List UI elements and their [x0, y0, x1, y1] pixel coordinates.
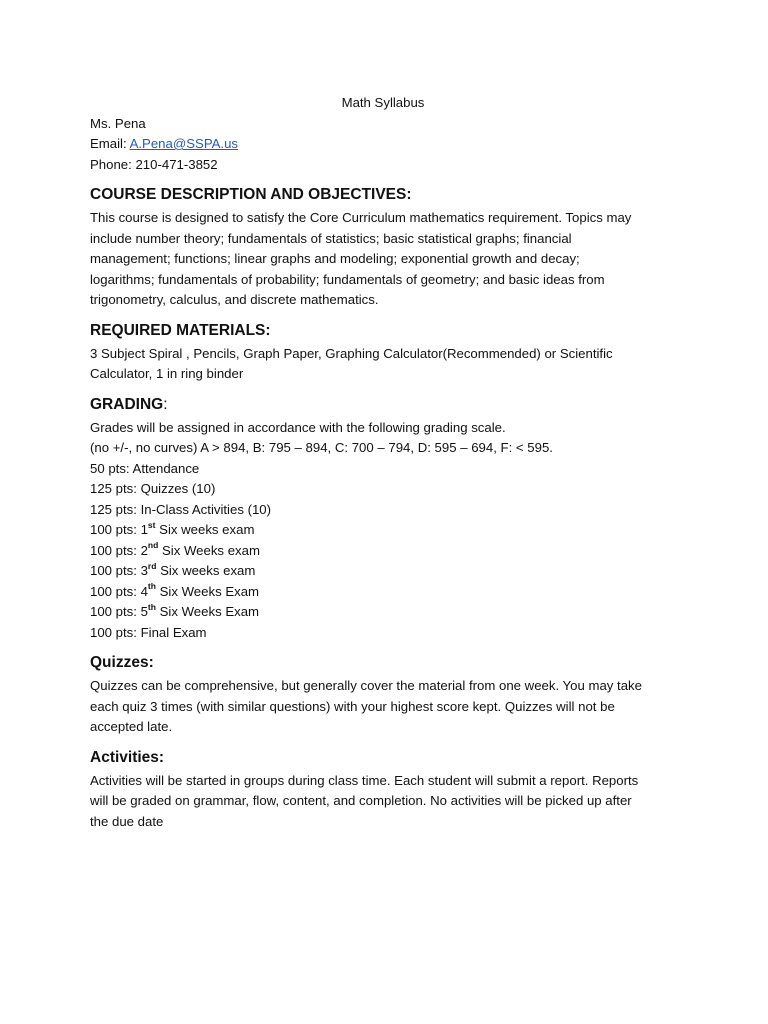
grading-heading-colon: : — [163, 395, 168, 413]
grading-intro: Grades will be assigned in accordance with the following grading scale. — [90, 419, 506, 435]
grading-item-label: Six weeks exam — [156, 563, 256, 578]
syllabus-page — [90, 93, 690, 832]
grading-item-label: Six Weeks Exam — [155, 604, 260, 619]
grading-item — [90, 541, 690, 562]
grading-item-text: 100 pts: 2 — [90, 542, 148, 558]
email-label: Email: — [90, 136, 130, 151]
grading-item-label: Six weeks exam — [155, 522, 255, 537]
course-description-heading: COURSE DESCRIPTION AND OBJECTIVES: — [90, 186, 412, 203]
required-materials-body — [90, 344, 690, 385]
quizzes-heading: Quizzes: — [90, 654, 154, 671]
teacher-name: Ms. Pena — [90, 115, 146, 131]
ordinal-suffix: th — [147, 581, 156, 592]
grading-item — [90, 602, 690, 623]
quizzes-line: Quizzes can be comprehensive, but generally cover the material from one week. You may take — [90, 678, 642, 693]
grading-item — [90, 623, 690, 644]
phone-line: Phone: 210-471-3852 — [90, 156, 218, 172]
grading-item — [90, 459, 690, 480]
grading-item-text: 100 pts: Final Exam — [90, 624, 207, 640]
required-materials-heading: REQUIRED MATERIALS: — [90, 321, 271, 339]
activities-line: will be graded on grammar, flow, content, and completion. No activities will be picked up after — [90, 793, 632, 808]
grading-item — [90, 561, 690, 582]
grading-item-text: 100 pts: 1 — [90, 522, 148, 537]
activities-heading: Activities: — [90, 748, 165, 766]
grading-body — [90, 418, 690, 644]
grading-item-text: 50 pts: Attendance — [90, 460, 200, 476]
page-title: Math Syllabus — [341, 95, 425, 110]
contact-block — [90, 114, 690, 176]
quizzes-line: accepted late. — [90, 719, 173, 734]
ordinal-suffix: th — [147, 601, 156, 612]
grading-item — [90, 500, 690, 521]
course-line: This course is designed to satisfy the Core Curriculum mathematics requirement. Topics may — [90, 210, 632, 225]
course-line: include number theory; fundamentals of statistics; basic statistical graphs; financial — [90, 230, 572, 246]
grading-item-text: 100 pts: 4 — [90, 583, 148, 599]
grading-item-text: 125 pts: In-Class Activities (10) — [90, 501, 272, 517]
grading-item-text: 125 pts: Quizzes (10) — [90, 481, 216, 496]
materials-line: Calculator, 1 in ring binder — [90, 366, 244, 381]
activities-line: the due date — [90, 813, 164, 829]
grading-item-text: 100 pts: 3 — [90, 563, 148, 578]
grading-item-text: 100 pts: 5 — [90, 604, 148, 619]
email-line — [90, 134, 690, 155]
quizzes-line: each quiz 3 times (with similar questions) with your highest score kept. Quizzes will not be — [90, 698, 615, 714]
grading-heading — [90, 395, 690, 415]
grading-heading-text: GRADING — [90, 395, 164, 413]
quizzes-body — [90, 676, 690, 738]
activities-body — [90, 771, 690, 833]
grading-scale: (no +/-, no curves) A > 894, B: 795 – 894, C: 700 – 794, D: 595 – 694, F: < 595. — [90, 440, 553, 455]
grading-item — [90, 520, 690, 541]
course-description-body — [90, 208, 690, 311]
ordinal-suffix: st — [147, 519, 156, 530]
grading-item-label: Six Weeks exam — [158, 542, 260, 558]
grading-item-label: Six Weeks Exam — [155, 583, 260, 599]
course-line: trigonometry, calculus, and discrete mathematics. — [90, 292, 379, 307]
grading-item — [90, 582, 690, 603]
ordinal-suffix: rd — [147, 560, 157, 571]
email-link[interactable]: A.Pena@SSPA.us — [129, 136, 239, 151]
grading-items — [90, 459, 690, 644]
course-line: management; functions; linear graphs and modeling; exponential growth and decay; — [90, 251, 580, 266]
ordinal-suffix: nd — [147, 540, 159, 551]
grading-item — [90, 479, 690, 500]
materials-line: 3 Subject Spiral , Pencils, Graph Paper, Graphing Calculator(Recommended) or Scientific — [90, 345, 613, 361]
course-line: logarithms; fundamentals of probability; fundamentals of geometry; and basic ideas from — [90, 271, 605, 287]
activities-line: Activities will be started in groups during class time. Each student will submit a report. Reports — [90, 772, 639, 788]
